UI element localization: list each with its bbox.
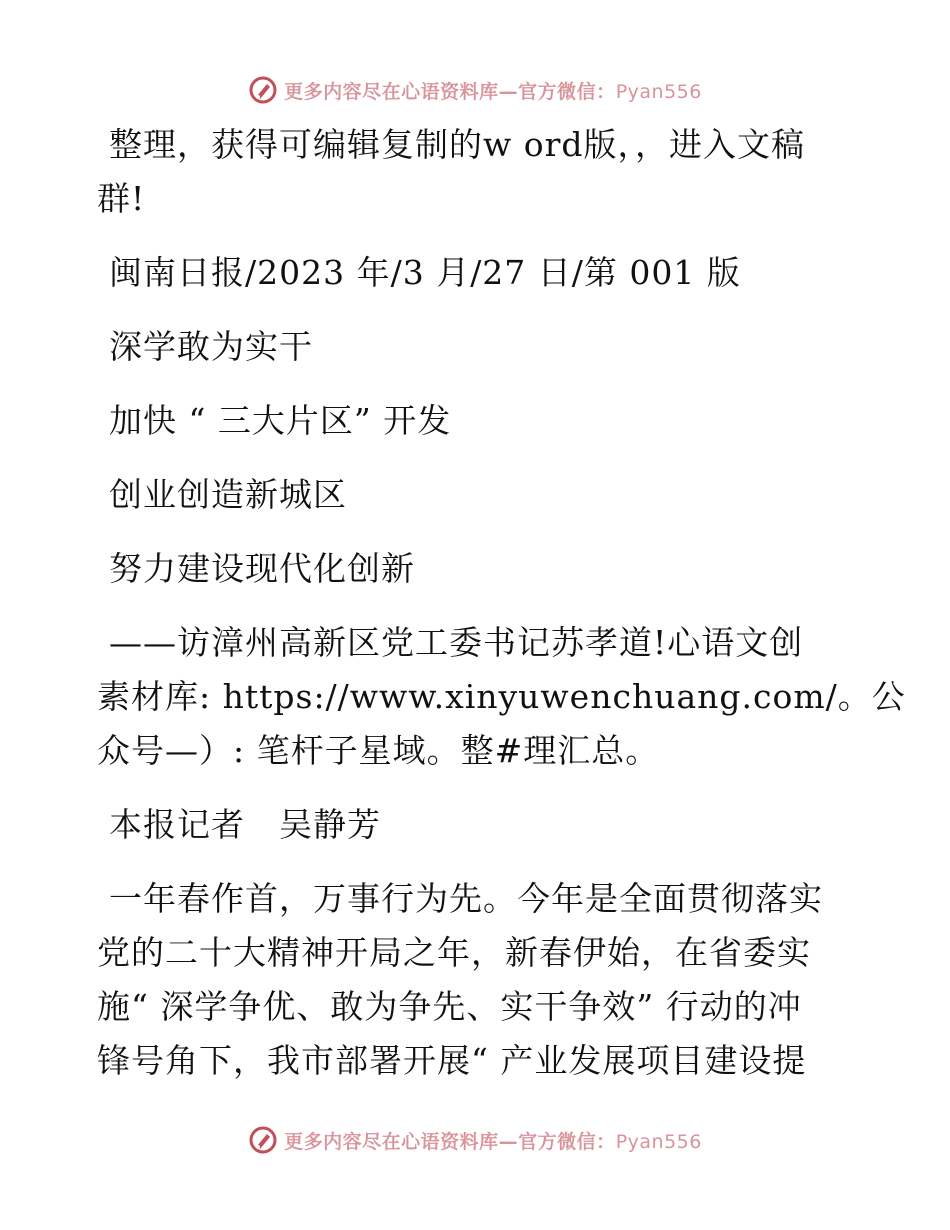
text-line: 党的二十大精神开局之年，新春伊始，在省委实: [97, 933, 811, 972]
text-line: 施“ 深学争优、敢为争先、实干争效” 行动的冲: [97, 987, 802, 1026]
header-watermark: [0, 70, 950, 110]
watermark-text: [284, 1127, 702, 1154]
newspaper-source: 闽南日报/2023 年/3 月/27 日/第 001 版: [109, 253, 741, 292]
watermark-separator: —: [498, 1130, 519, 1153]
ink-pen-circle-icon: [248, 1125, 278, 1155]
text-line: 整理，获得可编辑复制的w ord版，，进入文稿: [109, 125, 806, 164]
text-line: 素材库: https://www.xinyuwenchuang.com/。公: [97, 677, 906, 716]
headline-line-1: 深学敢为实干: [109, 327, 313, 366]
ink-pen-circle-icon: [248, 75, 278, 105]
text-line: 锋号角下，我市部署开展“ 产业发展项目建设提: [97, 1041, 807, 1080]
paragraph-body: [97, 872, 857, 1088]
watermark-wechat-account: Pyan556: [615, 1130, 702, 1153]
paragraph-subtitle: [97, 616, 906, 778]
watermark-site-text: 更多内容尽在心语资料库: [284, 80, 499, 103]
text-line: 群!: [97, 179, 146, 218]
byline: 本报记者 吴静芳: [109, 805, 381, 844]
watermark-wechat-label: 官方微信：: [518, 1130, 616, 1153]
watermark-text: [284, 77, 702, 104]
headline-line-4: 努力建设现代化创新: [109, 549, 415, 588]
watermark-wechat-account: Pyan556: [615, 80, 702, 103]
footer-watermark: [0, 1120, 950, 1160]
text-line: 一年春作首，万事行为先。今年是全面贯彻落实: [109, 879, 823, 918]
watermark-site-text: 更多内容尽在心语资料库: [284, 1130, 499, 1153]
watermark-wechat-label: 官方微信：: [518, 80, 616, 103]
paragraph-intro: [97, 118, 857, 226]
text-line: 众号—）: 笔杆子星域。整#理汇总。: [97, 731, 660, 770]
headline-line-2: 加快 “ 三大片区” 开发: [109, 401, 452, 440]
document-body: [97, 118, 906, 1088]
text-line: ——访漳州高新区党工委书记苏孝道!心语文创: [109, 623, 804, 662]
watermark-separator: —: [498, 80, 519, 103]
headline-line-3: 创业创造新城区: [109, 475, 347, 514]
